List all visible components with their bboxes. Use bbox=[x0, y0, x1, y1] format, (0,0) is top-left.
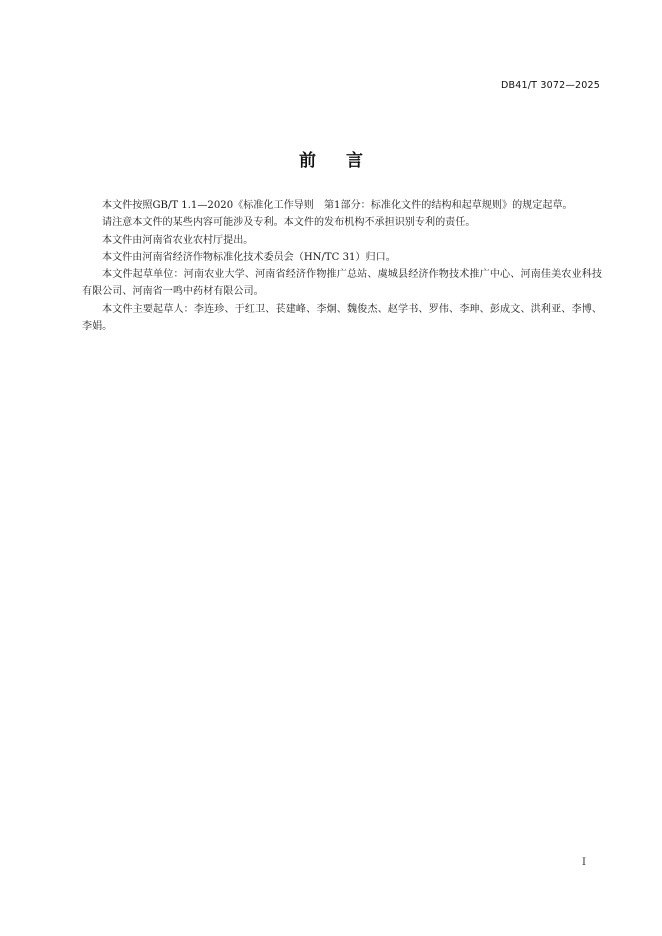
paragraph-drafters: 本文件主要起草人：李连珍、于红卫、苌建峰、李炯、魏俊杰、赵学书、罗伟、李珅、彭成文、洪利亚、李博、李娟。 bbox=[82, 303, 602, 333]
page-number: I bbox=[582, 857, 586, 868]
paragraph-drafting-rules: 本文件按照GB/T 1.1—2020《标准化工作导则 第1部分：标准化文件的结构和起草规则》的规定起草。 bbox=[102, 200, 573, 211]
paragraph-patent-notice: 请注意本文件的某些内容可能涉及专利。本文件的发布机构不承担识别专利的责任。 bbox=[102, 217, 476, 229]
page-title: 前言 bbox=[299, 151, 393, 171]
body-text bbox=[82, 197, 602, 335]
paragraph-drafting-units: 本文件起草单位：河南农业大学、河南省经济作物推广总站、虞城县经济作物技术推广中心、河南佳美农业科技有限公司、河南省一鸣中药材有限公司。 bbox=[82, 269, 602, 298]
paragraph-centralized-by: 本文件由河南省经济作物标准化技术委员会（HN/TC 31）归口。 bbox=[102, 251, 396, 263]
paragraph-proposer: 本文件由河南省农业农村厅提出。 bbox=[102, 234, 254, 246]
document-code: DB41/T 3072—2025 bbox=[501, 80, 600, 91]
